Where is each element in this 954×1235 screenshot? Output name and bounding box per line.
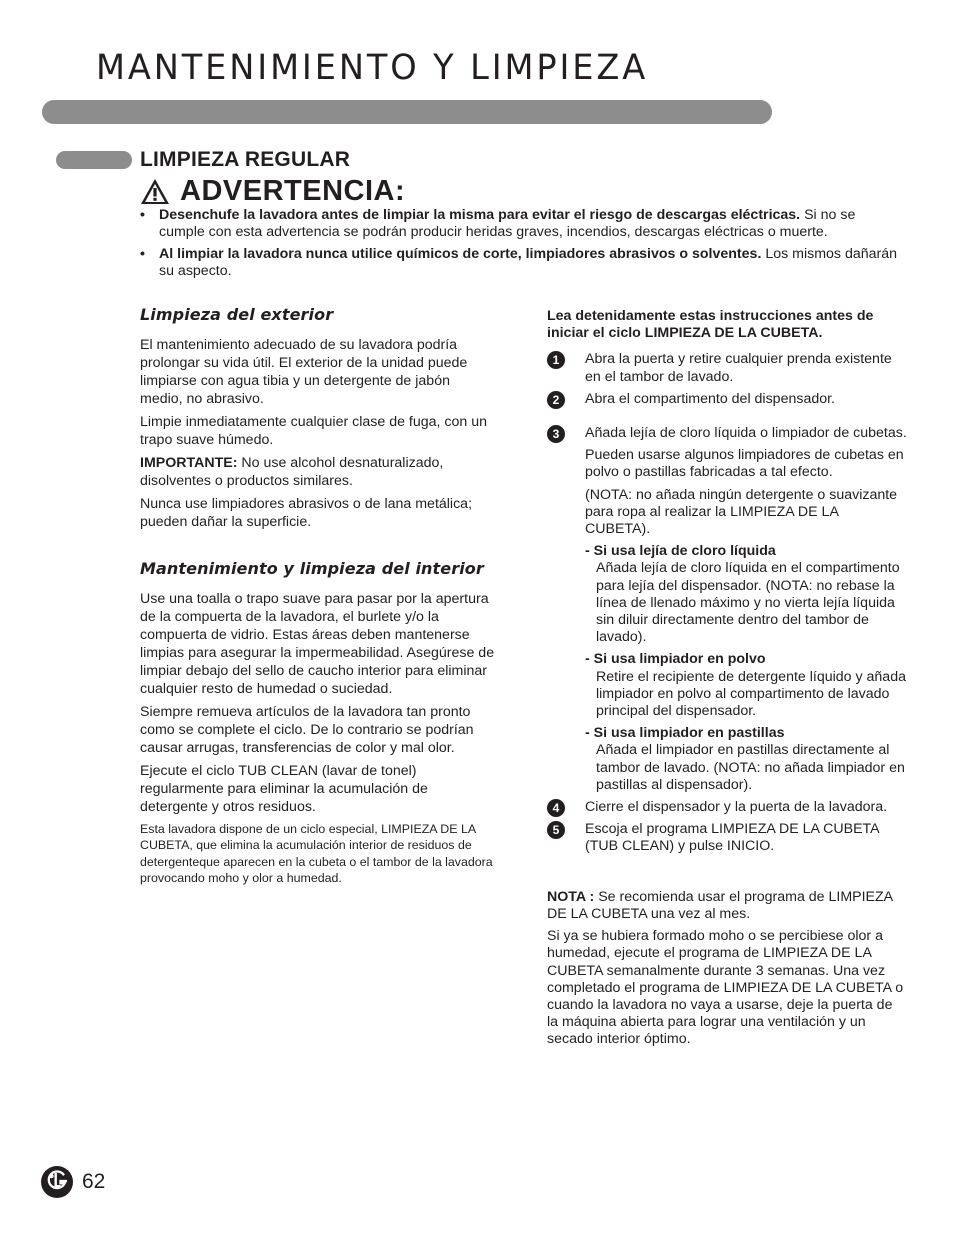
interior-paragraph: Use una toalla o trapo suave para pasar por la apertura de la compuerta de la lavadora, el burlete y/o la compuerta de vidrio. Estas áreas deben mantenerse limpias para asegurar la impermeabilidad. Asegúrese de limpiar debajo del sello de caucho interior para eliminar cualquier resto de humedad o suciedad. <box>140 591 495 697</box>
warning-list <box>140 207 902 285</box>
important-text: No use alcohol desnaturalizado, disolventes o productos similares. <box>140 455 444 489</box>
section-marker <box>56 151 132 169</box>
exterior-heading: Limpieza del exterior <box>140 305 334 324</box>
left-column <box>140 306 495 892</box>
section-title: LIMPIEZA REGULAR <box>140 148 351 171</box>
page-footer <box>40 1165 105 1199</box>
note-label: NOTA : <box>547 888 595 905</box>
step-detail: Pueden usarse algunos limpiadores de cubetas en polvo o pastillas fabricadas a tal efecto. <box>585 447 904 481</box>
right-column <box>547 308 907 1054</box>
note-paragraph <box>547 889 907 923</box>
exterior-paragraph: Limpie inmediatamente cualquier clase de fuga, con un trapo suave húmedo. <box>140 414 488 448</box>
note-paragraph: Si ya se hubiera formado moho o se percibiese olor a humedad, ejecute el programa de LIMPIEZA DE LA CUBETA semanalmente durante 3 semanas. Una vez completado el programa de LIMPIEZA DE LA CUBETA o cuando la lavadora no vaya a usarse, deje la puerta de la máquina abierta para lograr una ventilación y un secado interior óptimo. <box>547 928 904 1048</box>
interior-heading: Mantenimiento y limpieza del interior <box>140 559 484 578</box>
option-liquid-bleach <box>585 543 907 646</box>
page-title: MANTENIMIENTO Y LIMPIEZA <box>96 48 649 88</box>
lg-logo-icon <box>40 1165 74 1199</box>
warning-item-bold: Desenchufe la lavadora antes de limpiar la misma para evitar el riesgo de descargas eléctricas. <box>159 207 801 223</box>
warning-item <box>140 246 902 281</box>
warning-item-text: Si no se cumple con esta advertencia se podrán producir heridas graves, incendios, descargas eléctricas o muerte. <box>159 207 856 241</box>
exterior-important <box>140 454 495 490</box>
warning-item <box>140 207 902 242</box>
option-title: - Si usa limpiador en pastillas <box>585 725 785 742</box>
step-1 <box>547 351 907 385</box>
title-divider-bar <box>42 100 772 124</box>
exterior-paragraph: El mantenimiento adecuado de su lavadora podría prolongar su vida útil. El exterior de la unidad puede limpiarse con agua tibia y un detergente de jabón medio, no abrasivo. <box>140 337 468 407</box>
option-body: Añada el limpiador en pastillas directamente al tambor de lavado. (NOTA: no añada limpiador en pastillas al dispensador). <box>596 742 905 793</box>
interior-small-paragraph: Esta lavadora dispone de un ciclo especial, LIMPIEZA DE LA CUBETA, que elimina la acumulación interior de residuos de detergenteque aparecen en la cubeta o el tambor de la lavadora provocando moho y olor a humedad. <box>140 822 493 886</box>
step-text: Añada lejía de cloro líquida o limpiador de cubetas. <box>585 425 907 442</box>
option-powder <box>585 651 907 720</box>
warning-triangle-icon <box>140 178 170 205</box>
step-3 <box>547 425 907 794</box>
interior-paragraph: Ejecute el ciclo TUB CLEAN (lavar de tonel) regularmente para eliminar la acumulación de detergente y otros residuos. <box>140 763 428 815</box>
step-number-badge: 3 <box>547 425 565 443</box>
step-4 <box>547 799 907 816</box>
step-text: Cierre el dispensador y la puerta de la lavadora. <box>585 799 888 816</box>
interior-paragraph: Siempre remueva artículos de la lavadora tan pronto como se complete el ciclo. De lo contrario se podrían causar arrugas, transferencias de color y mal olor. <box>140 704 474 756</box>
step-number-badge: 4 <box>547 799 565 817</box>
warning-header <box>140 175 405 208</box>
step-number-badge: 1 <box>547 351 565 369</box>
step-number-badge: 5 <box>547 821 565 839</box>
important-label: IMPORTANTE: <box>140 455 238 471</box>
step-text: Abra la puerta y retire cualquier prenda existente en el tambor de lavado. <box>585 351 892 385</box>
option-tablets <box>585 725 907 794</box>
step-5 <box>547 821 907 855</box>
page-number: 62 <box>82 1170 106 1193</box>
step-2 <box>547 391 907 408</box>
option-title: - Si usa limpiador en polvo <box>585 651 766 668</box>
warning-item-text: Los mismos dañarán su aspecto. <box>159 245 898 280</box>
step-number-badge: 2 <box>547 391 565 409</box>
step-text: Abra el compartimento del dispensador. <box>585 390 835 407</box>
note-block <box>547 889 907 1049</box>
option-body: Añada lejía de cloro líquida en el compartimento para lejía del dispensador. (NOTA: no rebase la línea de llenado máximo y no vierta lejía líquida sin diluir directamente dentro del tambor de lavado). <box>596 560 900 646</box>
warning-title: ADVERTENCIA: <box>180 175 406 207</box>
step-note: (NOTA: no añada ningún detergente o suavizante para ropa al realizar la LIMPIEZA DE LA CUBETA). <box>585 486 898 538</box>
warning-item-bold: Al limpiar la lavadora nunca utilice químicos de corte, limpiadores abrasivos o solventes. <box>159 245 762 262</box>
option-body: Retire el recipiente de detergente líquido y añada limpiador en polvo al compartimento de lavado principal del dispensador. <box>596 668 906 720</box>
option-title: - Si usa lejía de cloro líquida <box>585 543 776 560</box>
step-text: Escoja el programa LIMPIEZA DE LA CUBETA (TUB CLEAN) y pulse INICIO. <box>585 821 879 855</box>
tub-clean-intro: Lea detenidamente estas instrucciones antes de iniciar el ciclo LIMPIEZA DE LA CUBETA. <box>547 308 874 342</box>
exterior-paragraph: Nunca use limpiadores abrasivos o de lana metálica; pueden dañar la superficie. <box>140 496 473 530</box>
note-text: Se recomienda usar el programa de LIMPIEZA DE LA CUBETA una vez al mes. <box>547 888 893 922</box>
